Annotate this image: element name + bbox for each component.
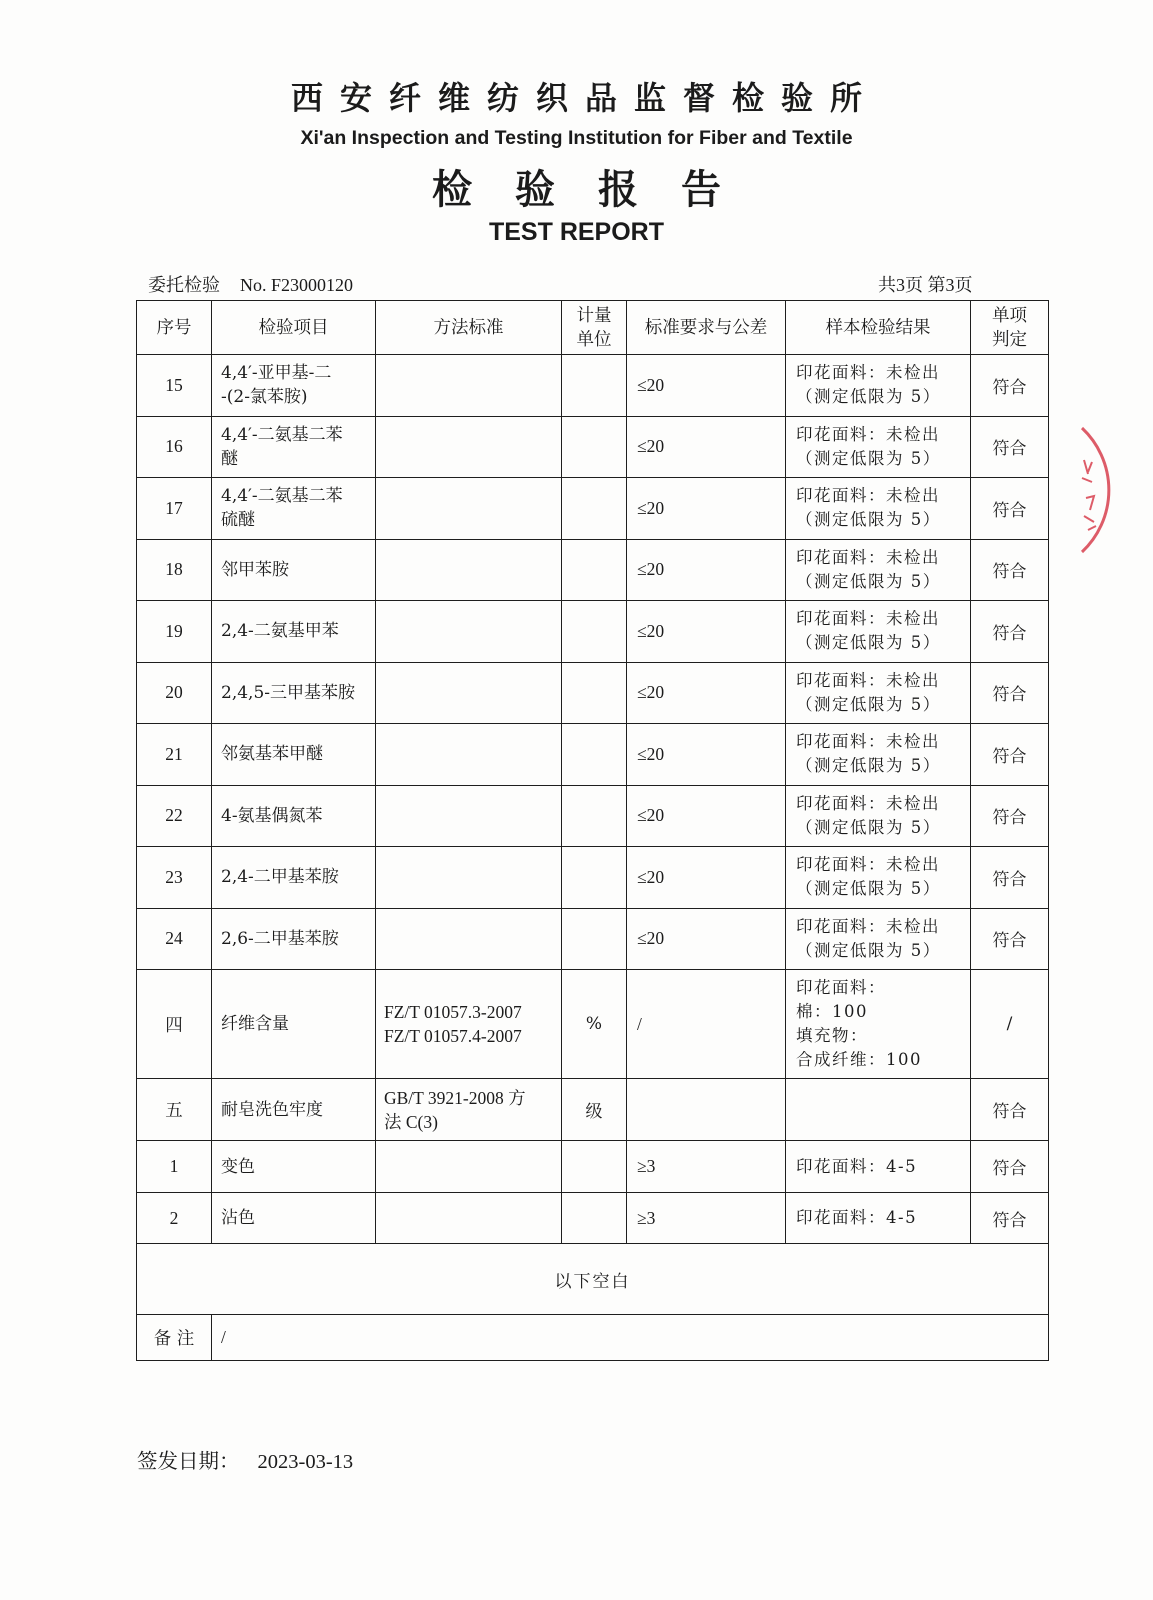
seal-stamp (1058, 412, 1122, 568)
cell-result-line: 印花面料：未检出 (796, 732, 940, 752)
header-unit (562, 301, 627, 355)
table-row (137, 416, 1049, 478)
cell-judge: 符合 (971, 847, 1049, 909)
cell-result (786, 970, 971, 1079)
cell-method (376, 478, 562, 540)
cell-result (786, 601, 971, 663)
table-row (137, 601, 1049, 663)
cell-item-line: -(2-氯苯胺) (221, 387, 308, 408)
cell-judge: 符合 (971, 662, 1049, 724)
cell-no: 18 (137, 539, 212, 601)
cell-result-line: （测定低限为 5） (796, 448, 941, 468)
cell-item (212, 539, 376, 601)
cell-result (786, 724, 971, 786)
table-row (137, 847, 1049, 909)
report-meta (148, 273, 353, 297)
table-row (137, 539, 1049, 601)
table-row (137, 724, 1049, 786)
cell-judge: 符合 (971, 1079, 1049, 1141)
cell-standard: ≤20 (627, 416, 786, 478)
cell-result (786, 539, 971, 601)
cell-judge: 符合 (971, 478, 1049, 540)
cell-result-line: 印花面料：未检出 (796, 363, 940, 383)
cell-result (786, 1193, 971, 1244)
cell-item-line: 沾色 (221, 1208, 255, 1228)
cell-item-line: 耐皂洗色牢度 (221, 1099, 323, 1120)
cell-standard: ≥3 (627, 1193, 786, 1244)
table-row (137, 908, 1049, 970)
cell-result-line: 印花面料：未检出 (796, 486, 940, 506)
report-title-cn: 检验报告 (432, 166, 764, 213)
remark-label: 备 注 (137, 1315, 212, 1361)
cell-no: 22 (137, 785, 212, 847)
cell-item (212, 847, 376, 909)
cell-judge: 符合 (971, 785, 1049, 847)
cell-item-line: 硫醚 (221, 510, 255, 531)
cell-method-line: FZ/T 01057.4-2007 (384, 1026, 522, 1046)
cell-method (376, 847, 562, 909)
blank-note: 以下空白 (137, 1244, 1049, 1315)
cell-result-line: 印花面料： (796, 978, 886, 997)
cell-result (786, 416, 971, 478)
institution-name-cn: 西安纤维纺织品监督检验所 (290, 79, 879, 117)
cell-result (786, 478, 971, 540)
cell-item-line: 4,4′-二氨基二苯 (221, 486, 343, 507)
table-row (137, 1079, 1049, 1141)
cell-result-line: 印花面料：4-5 (796, 1208, 918, 1227)
cell-item-line: 2,6-二甲基苯胺 (221, 928, 339, 949)
cell-standard: ≤20 (627, 539, 786, 601)
cell-unit (562, 1193, 627, 1244)
cell-item-line: 变色 (221, 1156, 255, 1177)
cell-standard: ≤20 (627, 847, 786, 909)
cell-result (786, 1141, 971, 1193)
table-row (137, 1141, 1049, 1193)
cell-result-line: 印花面料：未检出 (796, 916, 940, 936)
cell-no: 15 (137, 355, 212, 417)
cell-result-line: 印花面料：未检出 (796, 793, 940, 813)
cell-result-line: （测定低限为 5） (796, 940, 941, 960)
cell-method (376, 1193, 562, 1244)
page-indicator: 共3页 第3页 (878, 275, 973, 295)
cell-result-line: （测定低限为 5） (796, 571, 941, 591)
cell-item-line: 2,4-二氨基甲苯 (221, 621, 339, 642)
cell-result (786, 662, 971, 724)
cell-unit (562, 785, 627, 847)
cell-item (212, 1193, 376, 1244)
remark-value: / (212, 1315, 1049, 1361)
cell-result-line: 棉：100 (796, 1002, 868, 1021)
cell-method (376, 601, 562, 663)
cell-item (212, 416, 376, 478)
report-title-en: TEST REPORT (488, 218, 664, 246)
cell-item (212, 601, 376, 663)
cell-item (212, 1079, 376, 1141)
cell-unit (562, 539, 627, 601)
cell-unit (562, 601, 627, 663)
cell-judge: 符合 (971, 416, 1049, 478)
cell-unit: 级 (562, 1079, 627, 1141)
header-no: 序号 (137, 301, 212, 355)
cell-result-line: （测定低限为 5） (796, 633, 941, 653)
cell-result-line: （测定低限为 5） (796, 510, 941, 530)
table-row (137, 785, 1049, 847)
cell-standard: / (627, 970, 786, 1079)
cell-judge: 符合 (971, 1193, 1049, 1244)
cell-judge: / (971, 970, 1049, 1079)
header-unit-line: 单位 (576, 329, 612, 350)
cell-method (376, 662, 562, 724)
cell-no: 2 (137, 1193, 212, 1244)
cell-standard: ≥3 (627, 1141, 786, 1193)
issue-date: 2023-03-13 (257, 1451, 354, 1473)
cell-item-line: 2,4,5-三甲基苯胺 (221, 682, 355, 703)
cell-item (212, 785, 376, 847)
cell-no: 21 (137, 724, 212, 786)
header-standard: 标准要求与公差 (627, 301, 786, 355)
cell-unit (562, 416, 627, 478)
cell-method-line: 法 C(3) (384, 1111, 438, 1132)
cell-result-line: （测定低限为 5） (796, 387, 941, 407)
table-header-row (137, 301, 1049, 355)
cell-standard (627, 1079, 786, 1141)
cell-no: 17 (137, 478, 212, 540)
cell-judge: 符合 (971, 908, 1049, 970)
cell-result (786, 355, 971, 417)
cell-result-line: 印花面料：未检出 (796, 609, 940, 629)
cell-item-line: 4,4′-二氨基二苯 (221, 424, 343, 445)
cell-item-line: 纤维含量 (221, 1014, 289, 1034)
results-table (136, 300, 1049, 1361)
header-judge (971, 301, 1049, 355)
cell-unit (562, 662, 627, 724)
cell-method (376, 908, 562, 970)
cell-item (212, 1141, 376, 1193)
remark-row (137, 1315, 1049, 1361)
cell-standard: ≤20 (627, 601, 786, 663)
header-item: 检验项目 (212, 301, 376, 355)
cell-item (212, 908, 376, 970)
cell-item-line: 邻氨基苯甲醚 (221, 744, 323, 765)
cell-unit (562, 478, 627, 540)
cell-item (212, 970, 376, 1079)
cell-standard: ≤20 (627, 662, 786, 724)
cell-item (212, 478, 376, 540)
cell-no: 16 (137, 416, 212, 478)
cell-method (376, 355, 562, 417)
cell-no: 四 (137, 970, 212, 1079)
institution-name-en: Xi'an Inspection and Testing Institution for Fiber and Textile (300, 127, 853, 149)
header-method: 方法标准 (376, 301, 562, 355)
cell-method (376, 785, 562, 847)
cell-item (212, 355, 376, 417)
cell-item-line: 邻甲苯胺 (221, 559, 289, 580)
cell-method (376, 1079, 562, 1141)
header-result: 样本检验结果 (786, 301, 971, 355)
report-number: No. F23000120 (240, 275, 354, 295)
table-row (137, 970, 1049, 1079)
cell-method-line: FZ/T 01057.3-2007 (384, 1002, 522, 1022)
table-row (137, 662, 1049, 724)
cell-standard: ≤20 (627, 355, 786, 417)
cell-unit (562, 724, 627, 786)
table-row (137, 1193, 1049, 1244)
header-judge-line: 判定 (992, 329, 1027, 350)
seal-stamp-mark (1084, 496, 1096, 530)
cell-result-line: （测定低限为 5） (796, 694, 941, 714)
table-row (137, 478, 1049, 540)
seal-stamp-mark (1082, 460, 1092, 482)
cell-result (786, 785, 971, 847)
cell-result-line: 填充物： (796, 1026, 868, 1045)
cell-result-line: （测定低限为 5） (796, 879, 941, 899)
cell-no: 19 (137, 601, 212, 663)
cell-result (786, 847, 971, 909)
cell-unit (562, 908, 627, 970)
cell-item-line: 2,4-二甲基苯胺 (221, 867, 339, 888)
cell-result-line: 印花面料：未检出 (796, 547, 940, 567)
cell-unit (562, 1141, 627, 1193)
cell-method (376, 970, 562, 1079)
inspection-type: 委托检验 (148, 275, 220, 295)
cell-standard: ≤20 (627, 785, 786, 847)
cell-item-line: 醚 (221, 448, 238, 469)
cell-result-line: 印花面料：未检出 (796, 424, 940, 444)
cell-judge: 符合 (971, 601, 1049, 663)
cell-result-line: 印花面料：未检出 (796, 670, 940, 690)
cell-judge: 符合 (971, 539, 1049, 601)
blank-note-row (137, 1244, 1049, 1315)
cell-no: 24 (137, 908, 212, 970)
cell-unit (562, 355, 627, 417)
cell-unit: % (562, 970, 627, 1079)
cell-item-line: 4,4′-亚甲基-二 (221, 363, 332, 384)
seal-stamp-ring (1082, 428, 1109, 552)
cell-no: 23 (137, 847, 212, 909)
cell-method (376, 539, 562, 601)
cell-method-line: GB/T 3921-2008 方 (384, 1087, 526, 1108)
cell-judge: 符合 (971, 724, 1049, 786)
cell-item (212, 662, 376, 724)
header-unit-line: 计量 (576, 305, 612, 326)
cell-item-line: 4-氨基偶氮苯 (221, 805, 323, 826)
cell-standard: ≤20 (627, 478, 786, 540)
cell-method (376, 724, 562, 786)
cell-no: 20 (137, 662, 212, 724)
cell-result (786, 908, 971, 970)
cell-result-line: 印花面料：4-5 (796, 1156, 918, 1176)
issue-date-label: 签发日期： (137, 1451, 240, 1473)
cell-no: 1 (137, 1141, 212, 1193)
cell-result-line: 印花面料：未检出 (796, 855, 940, 875)
cell-no: 五 (137, 1079, 212, 1141)
cell-judge: 符合 (971, 355, 1049, 417)
cell-method (376, 416, 562, 478)
cell-result-line: （测定低限为 5） (796, 756, 941, 776)
issue-date-line (137, 1448, 353, 1476)
cell-standard: ≤20 (627, 908, 786, 970)
cell-result (786, 1079, 971, 1141)
cell-standard: ≤20 (627, 724, 786, 786)
cell-unit (562, 847, 627, 909)
cell-result-line: （测定低限为 5） (796, 817, 941, 837)
cell-result-line: 合成纤维：100 (796, 1050, 922, 1069)
cell-judge: 符合 (971, 1141, 1049, 1193)
cell-method (376, 1141, 562, 1193)
cell-item (212, 724, 376, 786)
table-row (137, 355, 1049, 417)
header-judge-line: 单项 (992, 305, 1027, 326)
